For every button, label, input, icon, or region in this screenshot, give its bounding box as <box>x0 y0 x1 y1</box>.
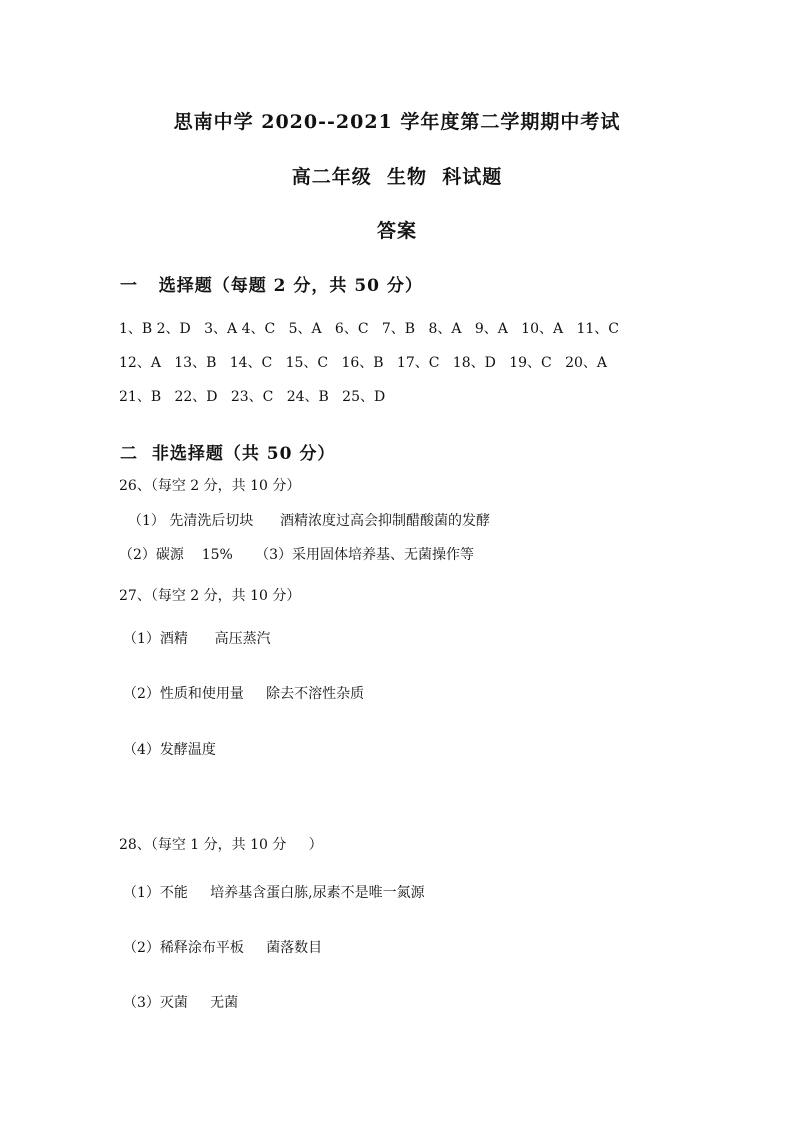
question-27-label: 27、（每空 2 分，共 10 分） <box>119 588 301 604</box>
question-26-label: 26、（每空 2 分，共 10 分） <box>119 478 301 494</box>
question-28-answer-3: （3）灭菌 无菌 <box>123 995 239 1011</box>
mcq-answers-row-2: 12、A 13、B 14、C 15、C 16、B 17、C 18、D 19、C 20、A <box>119 355 608 371</box>
grade-subject-title: 高二年级 生物 科试题 <box>291 166 503 188</box>
question-28-label: 28、（每空 1 分，共 10 分 ） <box>119 837 323 853</box>
section-2-heading: 二 非选择题（共 50 分） <box>120 444 336 464</box>
section-1-heading: 一 选择题（每题 2 分，共 50 分） <box>120 276 423 296</box>
answer-label: 答案 <box>376 220 417 242</box>
question-28-answer-2: （2）稀释涂布平板 菌落数目 <box>123 940 323 956</box>
question-28-answer-1: （1）不能 培养基含蛋白胨,尿素不是唯一氮源 <box>123 885 425 901</box>
question-27-answer-3: （4）发酵温度 <box>123 742 216 758</box>
mcq-answers-row-1: 1、B 2、D 3、A 4、C 5、A 6、C 7、B 8、A 9、A 10、A 11、C <box>119 321 619 337</box>
question-26-answer-1: （1） 先清洗后切块 酒精浓度过高会抑制醋酸菌的发酵 <box>128 513 491 529</box>
question-27-answer-2: （2）性质和使用量 除去不溶性杂质 <box>123 686 365 702</box>
question-27-answer-1: （1）酒精 高压蒸汽 <box>123 631 271 647</box>
mcq-answers-row-3: 21、B 22、D 23、C 24、B 25、D <box>119 389 386 405</box>
school-exam-title: 思南中学 2020--2021 学年度第二学期期中考试 <box>173 111 621 133</box>
question-26-answer-2: （2）碳源 15% （3）采用固体培养基、无菌操作等 <box>119 547 474 563</box>
